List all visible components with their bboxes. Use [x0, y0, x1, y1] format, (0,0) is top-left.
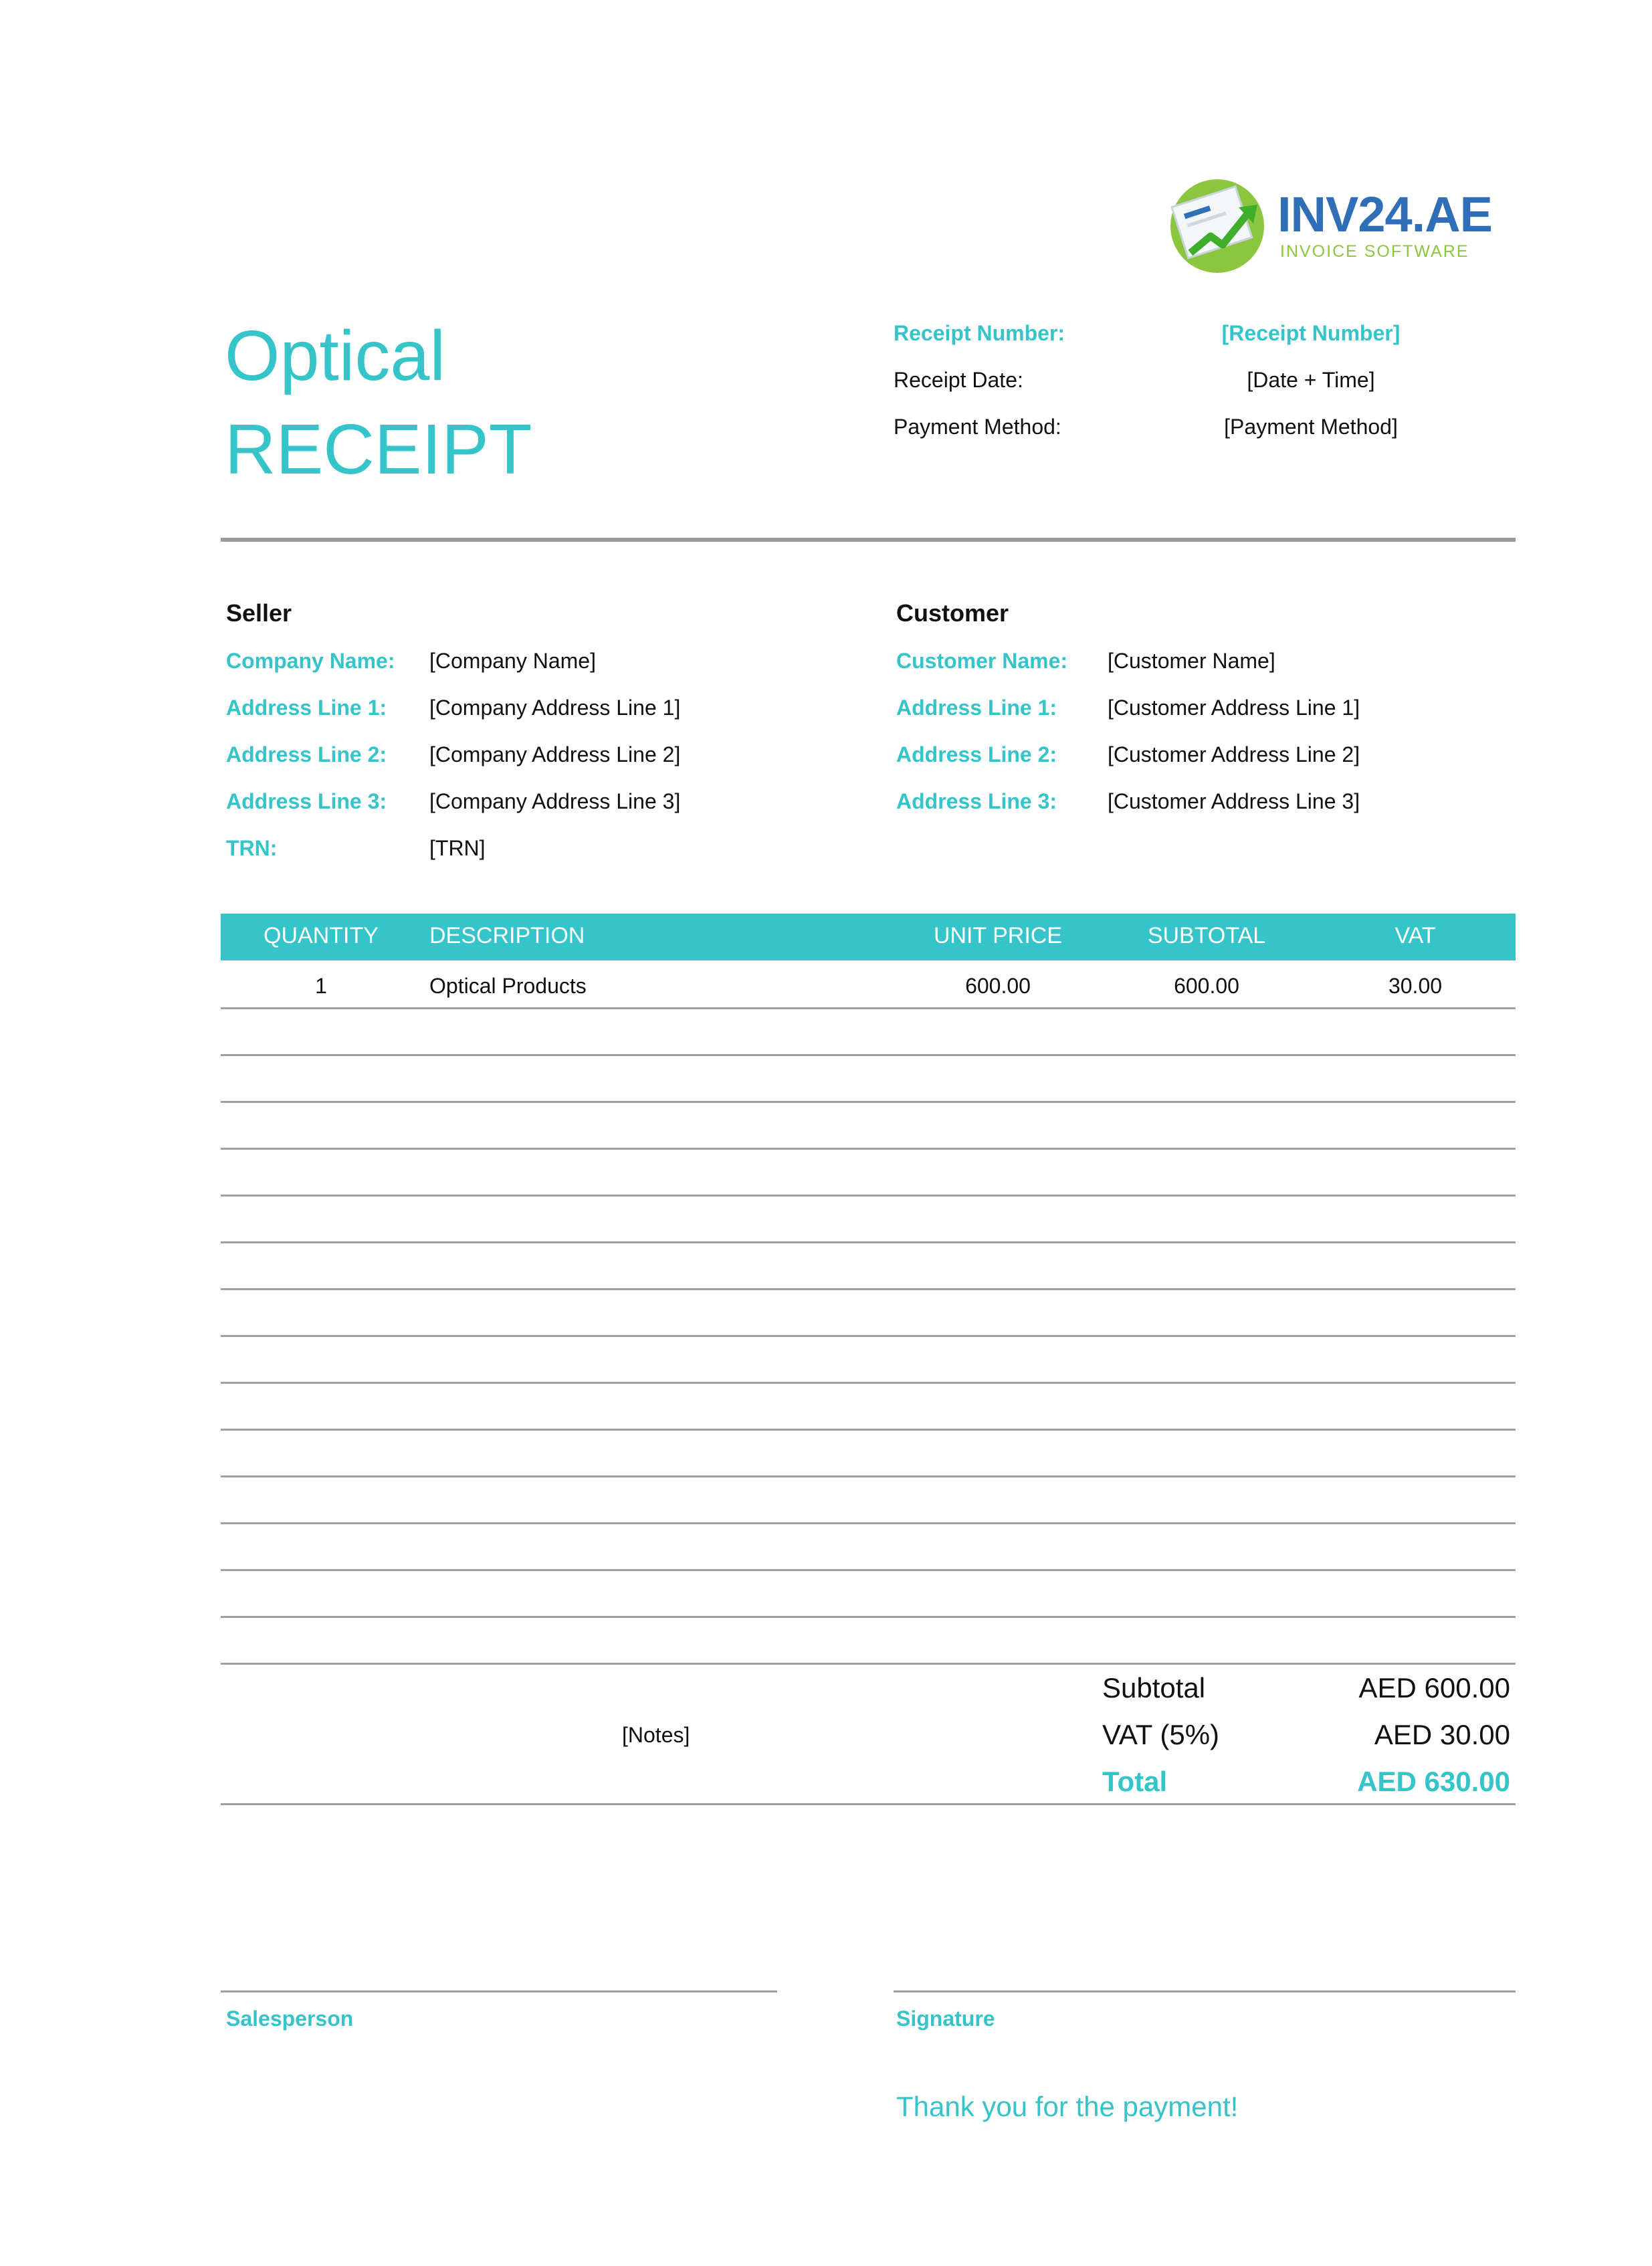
column-header-subtotal: SUBTOTAL — [1147, 923, 1266, 948]
totals-bottom-line — [221, 1803, 1516, 1805]
salesperson-signature-line — [221, 1990, 777, 1992]
table-row-line — [221, 1616, 1516, 1618]
table-row-line — [221, 1429, 1516, 1431]
seller-company-name-label: Company Name: — [226, 649, 395, 673]
seller-company-name-value: [Company Name] — [429, 649, 596, 673]
table-row-line — [221, 1335, 1516, 1337]
item-vat: 30.00 — [1388, 974, 1443, 998]
customer-address-1-value: [Customer Address Line 1] — [1108, 696, 1360, 720]
salesperson-label: Salesperson — [226, 2006, 354, 2031]
item-description: Optical Products — [429, 974, 587, 998]
table-row-line — [221, 1195, 1516, 1197]
seller-address-1-value: [Company Address Line 1] — [429, 696, 681, 720]
table-row-line — [221, 1054, 1516, 1056]
customer-address-1-label: Address Line 1: — [896, 696, 1057, 720]
column-header-description: DESCRIPTION — [429, 923, 585, 948]
table-row-line — [221, 1101, 1516, 1103]
vat-value: AED 30.00 — [1374, 1719, 1510, 1750]
header-divider — [221, 538, 1516, 542]
thank-you-message: Thank you for the payment! — [896, 2091, 1239, 2122]
seller-address-2-value: [Company Address Line 2] — [429, 742, 681, 766]
column-header-quantity: QUANTITY — [264, 923, 379, 948]
total-label: Total — [1102, 1766, 1168, 1797]
seller-address-1-label: Address Line 1: — [226, 696, 387, 720]
item-quantity: 1 — [315, 974, 327, 998]
seller-trn-value: [TRN] — [429, 836, 486, 860]
seller-address-3-value: [Company Address Line 3] — [429, 789, 681, 813]
subtotal-value: AED 600.00 — [1358, 1672, 1510, 1704]
notes: [Notes] — [622, 1723, 690, 1747]
receipt-date-value: [Date + Time] — [1247, 368, 1375, 392]
vat-label: VAT (5%) — [1102, 1719, 1220, 1750]
column-header-vat: VAT — [1395, 923, 1436, 948]
table-row-line — [221, 1569, 1516, 1571]
customer-address-3-label: Address Line 3: — [896, 789, 1057, 813]
table-row-line — [221, 1522, 1516, 1524]
signature-label: Signature — [896, 2006, 995, 2031]
receipt-title-line-2: RECEIPT — [225, 410, 532, 489]
table-row-line — [221, 1241, 1516, 1243]
customer-name-label: Customer Name: — [896, 649, 1068, 673]
payment-method-label: Payment Method: — [894, 415, 1061, 439]
receipt-title-line-1: Optical — [225, 316, 445, 395]
seller-trn-label: TRN: — [226, 836, 278, 860]
customer-name-value: [Customer Name] — [1108, 649, 1275, 673]
table-row-line — [221, 1382, 1516, 1384]
customer-signature-line — [894, 1990, 1516, 1992]
payment-method-value: [Payment Method] — [1224, 415, 1398, 439]
subtotal-label: Subtotal — [1102, 1672, 1206, 1704]
seller-address-3-label: Address Line 3: — [226, 789, 387, 813]
item-subtotal: 600.00 — [1174, 974, 1239, 998]
table-row-line — [221, 1007, 1516, 1009]
column-header-unit-price: UNIT PRICE — [933, 923, 1063, 948]
seller-address-2-label: Address Line 2: — [226, 742, 387, 766]
customer-address-2-label: Address Line 2: — [896, 742, 1057, 766]
receipt-number-value: [Receipt Number] — [1221, 321, 1401, 345]
customer-heading: Customer — [896, 599, 1009, 627]
table-row-line — [221, 1148, 1516, 1150]
seller-heading: Seller — [226, 599, 292, 627]
customer-address-2-value: [Customer Address Line 2] — [1108, 742, 1360, 766]
customer-address-3-value: [Customer Address Line 3] — [1108, 789, 1360, 813]
item-unit-price: 600.00 — [965, 974, 1031, 998]
receipt-number-label: Receipt Number: — [894, 321, 1065, 345]
receipt-date-label: Receipt Date: — [894, 368, 1023, 392]
table-row-line — [221, 1663, 1516, 1665]
total-value: AED 630.00 — [1357, 1766, 1510, 1797]
logo-name: INV24.AE — [1277, 187, 1493, 242]
table-row-line — [221, 1475, 1516, 1477]
logo-tagline: INVOICE SOFTWARE — [1280, 242, 1469, 261]
table-row-line — [221, 1288, 1516, 1290]
